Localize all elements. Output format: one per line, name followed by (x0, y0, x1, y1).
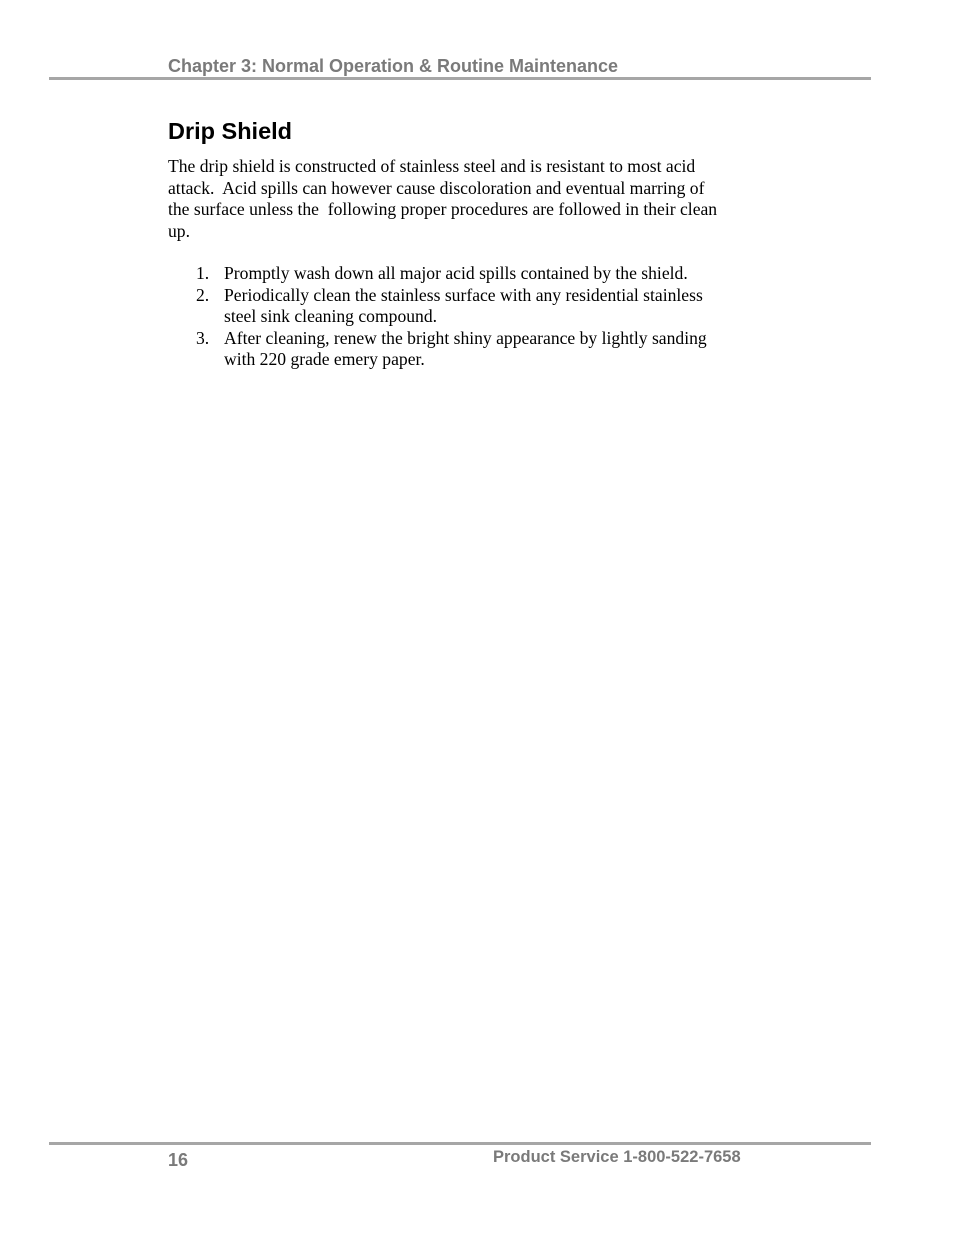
procedure-step (168, 328, 768, 371)
intro-line: the surface unless the following proper procedures are followed in their clean (168, 199, 718, 219)
footer-divider (49, 1142, 871, 1145)
procedure-step (168, 263, 768, 285)
procedure-step (168, 285, 768, 328)
procedure-list (168, 263, 768, 371)
step-number: 2. (196, 284, 210, 305)
step-text: Periodically clean the stainless surface with any residential stainless (224, 284, 703, 305)
chapter-header: Chapter 3: Normal Operation & Routine Maintenance (168, 56, 619, 76)
section-title: Drip Shield (168, 118, 293, 144)
intro-line: attack. Acid spills can however cause discoloration and eventual marring of (168, 177, 705, 198)
intro-line: The drip shield is constructed of stainless steel and is resistant to most acid (168, 156, 696, 176)
step-text: with 220 grade emery paper. (224, 349, 425, 369)
intro-line: up. (168, 220, 190, 241)
step-number: 3. (196, 327, 210, 348)
product-service-phone: Product Service 1-800-522-7658 (493, 1148, 741, 1166)
header-divider (49, 77, 871, 80)
page-number: 16 (168, 1150, 189, 1170)
intro-paragraph (168, 156, 768, 242)
step-text: After cleaning, renew the bright shiny appearance by lightly sanding (224, 327, 707, 348)
step-text: Promptly wash down all major acid spills contained by the shield. (224, 263, 688, 283)
step-text: steel sink cleaning compound. (224, 306, 438, 326)
step-number: 1. (196, 263, 210, 283)
